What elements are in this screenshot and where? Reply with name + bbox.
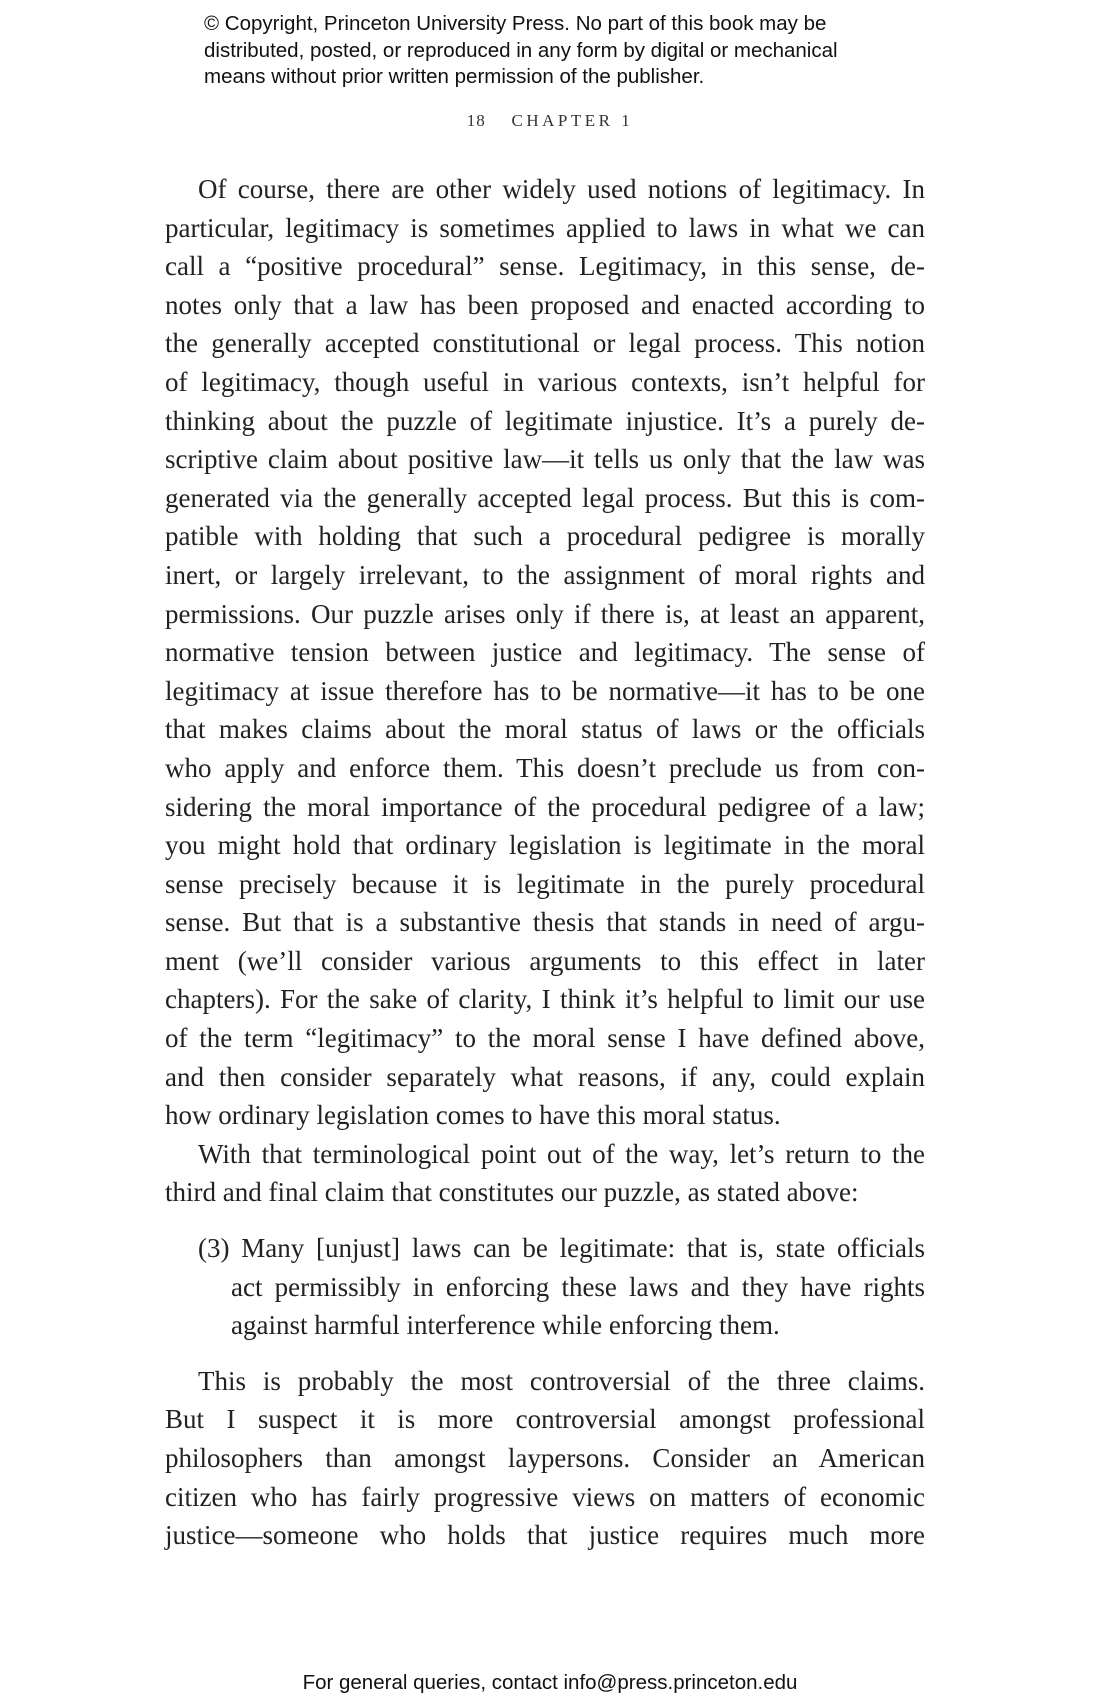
text-line: ment (we’ll consider various arguments to this effect in later <box>165 945 925 976</box>
text-line: against harmful interference while enforcing them. <box>231 1310 780 1341</box>
paragraph-1 <box>165 170 925 1135</box>
text-line: that makes claims about the moral status of laws or the officials <box>165 714 925 745</box>
copyright-line: © Copyright, Princeton University Press. No part of this book may be <box>204 12 827 35</box>
footer-contact: For general queries, contact info@press.princeton.edu <box>302 1671 798 1694</box>
text-line: This is probably the most controversial of the three claims. <box>198 1365 925 1396</box>
text-line: how ordinary legislation comes to have this moral status. <box>165 1100 781 1131</box>
text-line: Of course, there are other widely used notions of legitimacy. In <box>198 174 925 204</box>
text-line: who apply and enforce them. This doesn’t preclude us from con- <box>165 752 925 783</box>
body-text <box>165 170 925 1555</box>
text-line: philosophers than amongst laypersons. Consider an American <box>165 1443 925 1473</box>
numbered-claim-quote <box>198 1229 925 1345</box>
copyright-line: distributed, posted, or reproduced in any form by digital or mechanical <box>204 38 838 62</box>
chapter-label: CHAPTER 1 <box>511 111 634 130</box>
text-line: the generally accepted constitutional or legal process. This notion <box>165 328 925 359</box>
paragraph-2 <box>165 1135 925 1212</box>
text-line: normative tension between justice and legitimacy. The sense of <box>165 637 925 668</box>
text-line: But I suspect it is more controversial amongst professional <box>165 1404 925 1435</box>
text-line: particular, legitimacy is sometimes applied to laws in what we can <box>165 212 925 243</box>
text-line: sidering the moral importance of the procedural pedigree of a law; <box>165 791 925 822</box>
copyright-line: means without prior written permission of the publisher. <box>204 65 705 88</box>
page-number: 18 <box>466 111 486 130</box>
text-line: of the term “legitimacy” to the moral sense I have defined above, <box>165 1023 925 1054</box>
text-line: you might hold that ordinary legislation is legitimate in the moral <box>165 830 925 861</box>
text-line: With that terminological point out of the way, let’s return to the <box>198 1138 925 1169</box>
text-line: citizen who has fairly progressive views on matters of economic <box>165 1481 925 1512</box>
text-line: third and final claim that constitutes our puzzle, as stated above: <box>165 1177 859 1208</box>
text-line: scriptive claim about positive law—it tells us only that the law was <box>165 444 925 475</box>
text-line: sense. But that is a substantive thesis that stands in need of argu- <box>165 907 925 938</box>
text-line: inert, or largely irrelevant, to the assignment of moral rights and <box>165 559 925 590</box>
text-line: justice—someone who holds that justice requires much more <box>165 1520 925 1551</box>
text-line: sense precisely because it is legitimate in the purely procedural <box>165 868 925 899</box>
text-line: thinking about the puzzle of legitimate injustice. It’s a purely de- <box>165 405 925 436</box>
text-line: of legitimacy, though useful in various contexts, isn’t helpful for <box>165 366 925 397</box>
text-line: legitimacy at issue therefore has to be normative—it has to be one <box>165 675 925 706</box>
text-line: permissions. Our puzzle arises only if there is, at least an apparent, <box>165 598 925 629</box>
text-line: (3) Many [unjust] laws can be legitimate: that is, state officials <box>198 1233 925 1264</box>
text-line: patible with holding that such a procedural pedigree is morally <box>165 521 925 552</box>
text-line: notes only that a law has been proposed and enacted according to <box>165 289 925 320</box>
paragraph-3 <box>165 1362 925 1555</box>
text-line: call a “positive procedural” sense. Legitimacy, in this sense, de- <box>165 251 925 282</box>
text-line: and then consider separately what reasons, if any, could explain <box>165 1061 925 1092</box>
copyright-notice <box>204 11 924 91</box>
text-line: chapters). For the sake of clarity, I think it’s helpful to limit our use <box>165 984 925 1015</box>
text-line: act permissibly in enforcing these laws and they have rights <box>231 1271 925 1302</box>
text-line: generated via the generally accepted legal process. But this is com- <box>165 482 925 513</box>
running-head <box>0 111 1100 131</box>
